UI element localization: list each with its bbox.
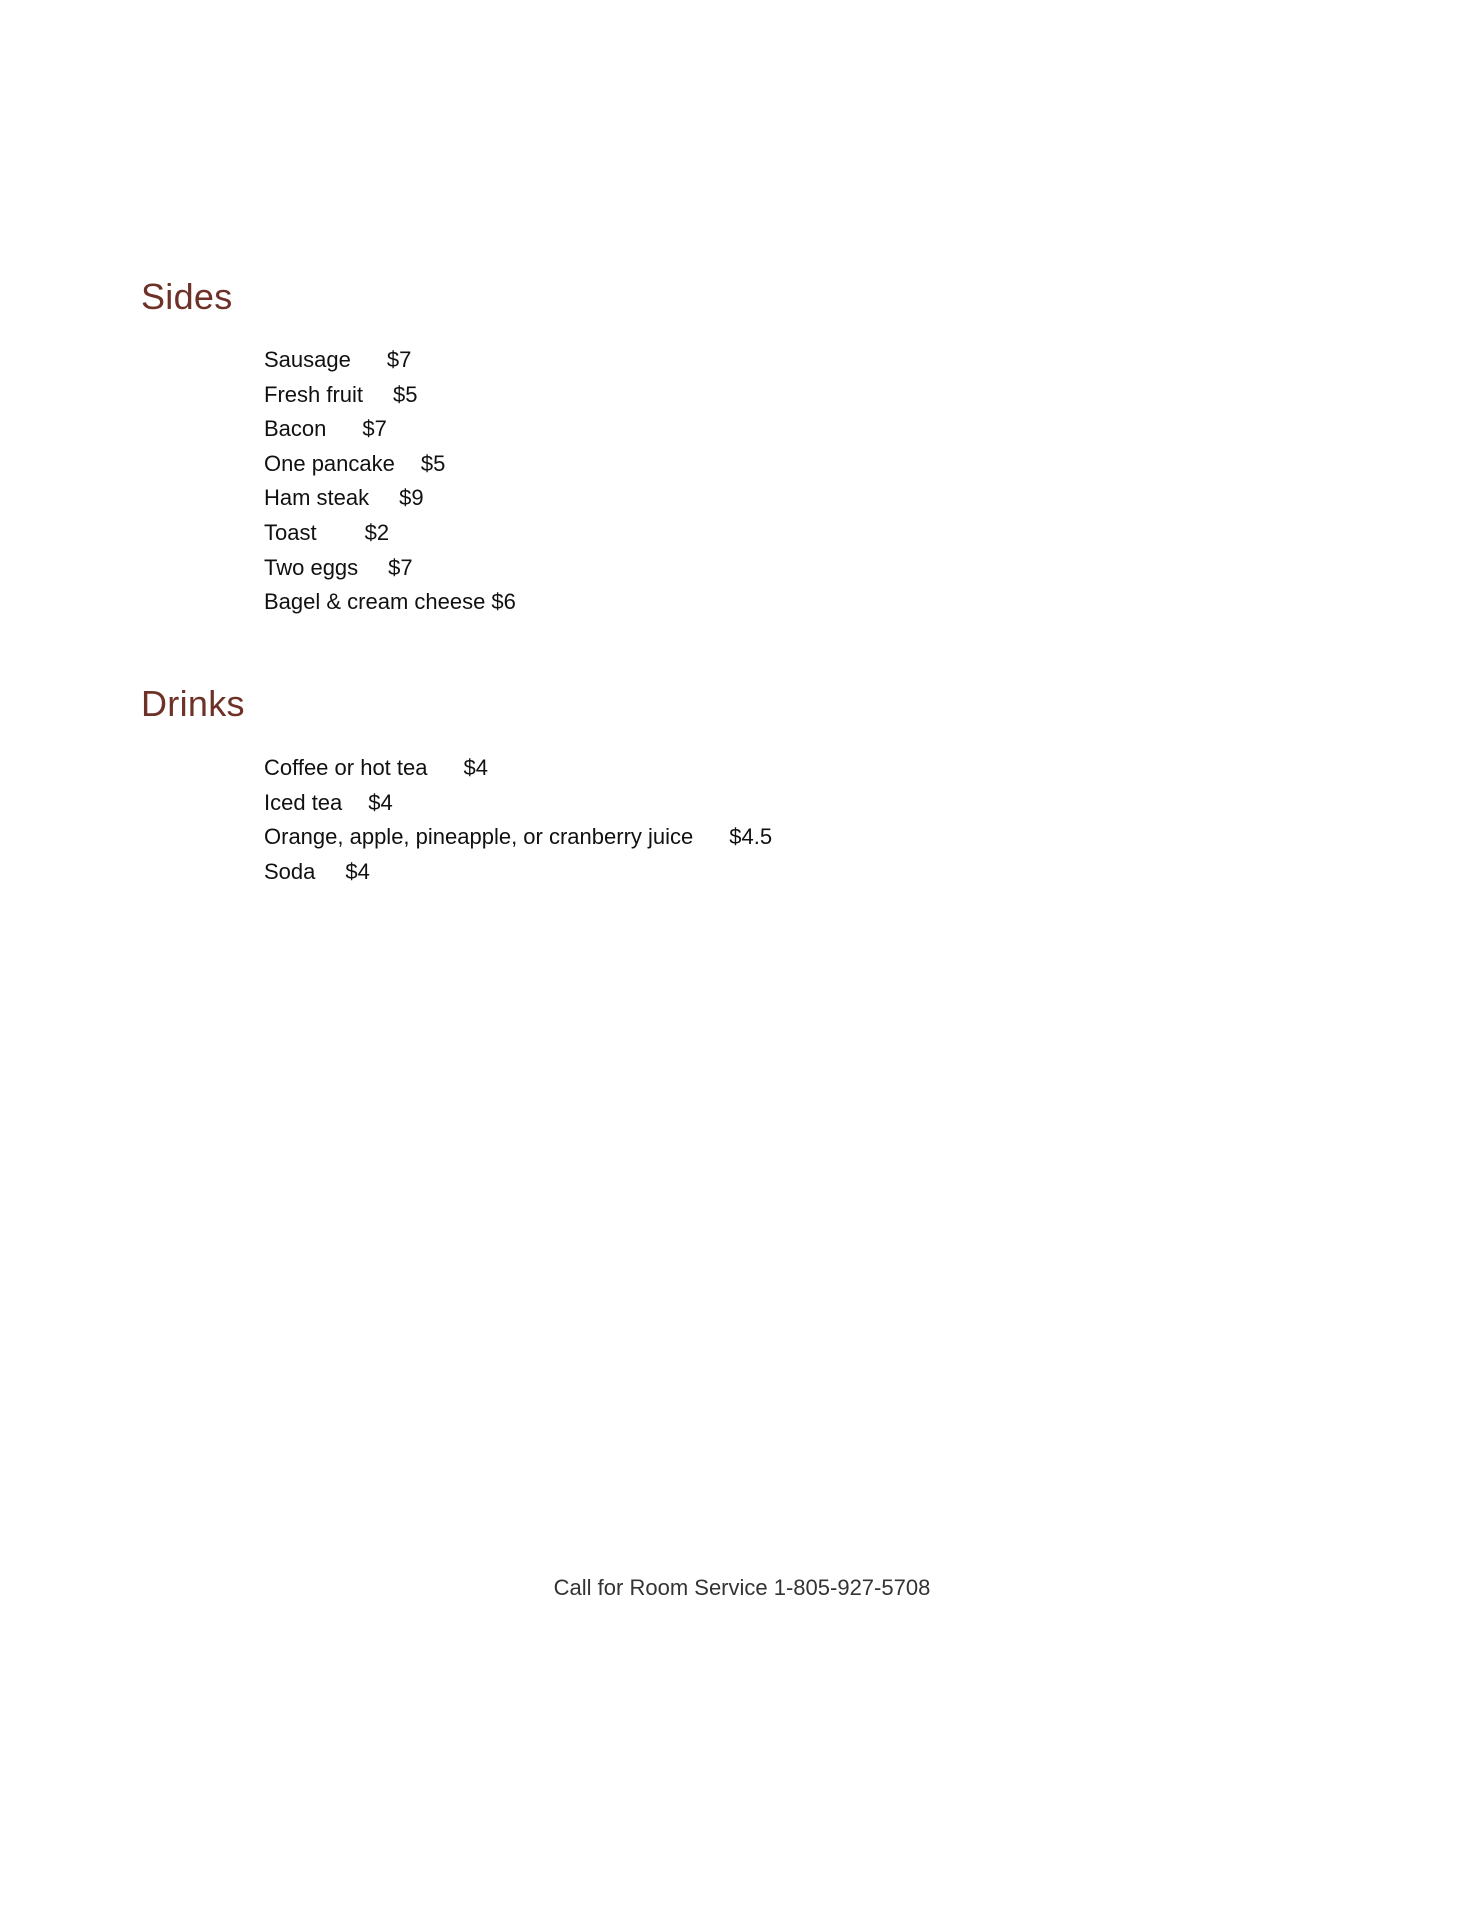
sides-item [264,412,516,447]
sides-item [264,551,516,586]
item-price: $7 [388,554,413,580]
drinks-list [264,751,772,889]
item-name: Orange, apple, pineapple, or cranberry juice [264,824,694,850]
item-price: $4 [463,755,488,780]
drinks-item [264,855,772,890]
item-price: $4 [368,789,393,815]
item-name: Coffee or hot tea [264,755,428,780]
item-name: Toast [264,519,317,545]
sides-item [264,516,516,551]
item-price: $4.5 [729,824,773,850]
item-price: $2 [364,519,390,545]
sides-heading: Sides [141,276,233,317]
item-price: $5 [393,381,418,407]
item-name: One pancake [264,450,395,476]
sides-item [264,343,516,378]
drinks-item [264,786,772,821]
item-price: $6 [491,589,516,615]
item-name: Soda [264,858,316,884]
item-name: Fresh fruit [264,381,364,407]
sides-list [264,343,516,620]
room-service-note: Call for Room Service 1-805-927-5708 [553,1575,931,1600]
drinks-item [264,820,772,855]
item-price: $5 [420,450,446,476]
item-price: $9 [399,485,424,511]
item-price: $4 [345,858,370,884]
drinks-heading: Drinks [141,683,245,724]
item-name: Iced tea [264,789,343,815]
sides-item [264,447,516,482]
item-price: $7 [386,347,412,372]
item-name: Two eggs [264,554,359,580]
item-name: Ham steak [264,485,370,511]
drinks-item [264,751,772,786]
sides-item [264,585,516,620]
sides-item [264,481,516,516]
item-name: Bagel & cream cheese [264,589,486,615]
sides-item [264,378,516,413]
item-price: $7 [362,416,387,442]
item-name: Sausage [264,347,351,372]
item-name: Bacon [264,416,327,442]
